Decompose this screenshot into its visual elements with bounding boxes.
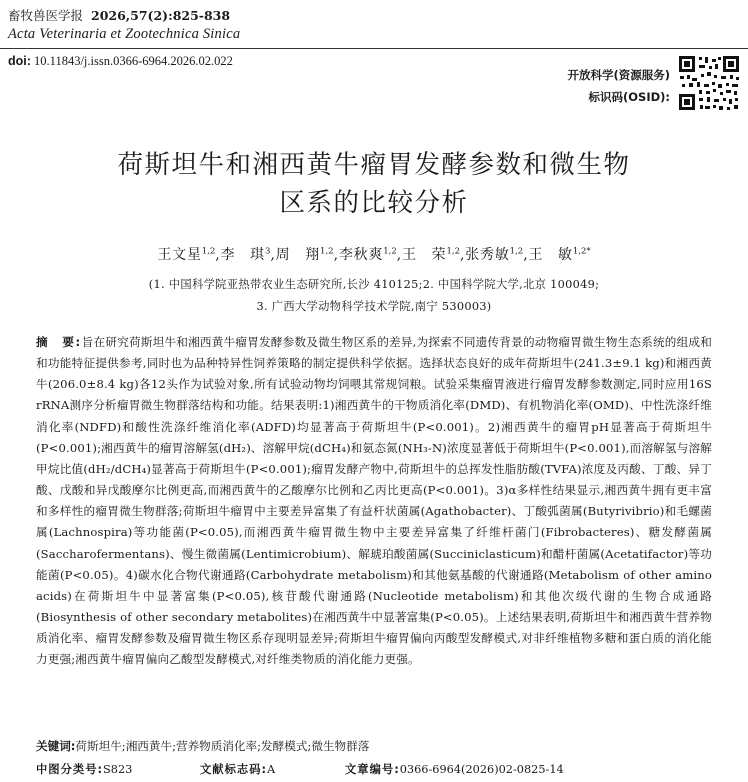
document-code-value: A [267,763,276,776]
article-title-line-1: 荷斯坦牛和湘西黄牛瘤胃发酵参数和微生物 [117,150,631,180]
journal-issue: 2026,57(2):825-838 [91,8,231,23]
keywords-label: 关键词: [36,739,76,753]
author-affiliation-mark: 1,2* [572,246,591,257]
author-affiliation-mark: 1,2 [383,246,397,257]
author-name: 王 敏 [528,247,573,263]
journal-name-en: Acta Veterinaria et Zootechnica Sinica [8,26,241,42]
author-name: 张秀敏 [465,247,510,263]
author-name: 李秋爽 [338,247,384,263]
author-name: 王文星 [157,247,202,263]
document-code [200,761,275,777]
qr-code-icon[interactable] [677,54,741,112]
abstract-text: 旨在研究荷斯坦牛和湘西黄牛瘤胃发酵参数及微生物区系的差异,为探索不同遗传背景的动物瘤胃微生物生态系统的组成和和功能特征提供参考,同时也为品种特异性饲养策略的制定提供科学依据。选择状态良好的成年荷斯坦牛(241.3±9.1 kg)和湘西黄牛(206.0±8.4 kg)各12头作为试验对象,所有试验动物均饲喂其常规饲粮。试验采集瘤胃液进行瘤胃发酵参数测定,同时应用16S rRNA测序分析瘤胃微生物群落结构和功能。结果表明:1)湘西黄牛的干物质消化率(DMD)、有机物消化率(OMD)、中性洗涤纤维消化率(NDFD)和酸性洗涤纤维消化率(ADFD)均显著高于荷斯坦牛(P<0.001)。2)湘西黄牛的瘤胃pH显著高于荷斯坦牛(P<0.001);湘西黄牛的瘤胃溶解氢(dH₂)、溶解甲烷(dCH₄)和氨态氮(NH₃-N)浓度显著低于荷斯坦牛(P<0.001),而溶解氢与溶解甲烷比值(dH₂/dCH₄)显著高于荷斯坦牛(P<0.001);瘤胃发酵产物中,荷斯坦牛的总挥发性脂肪酸(TVFA)浓度及丙酸、丁酸、异丁酸、戊酸和异戊酸摩尔比例更高,而湘西黄牛的乙酸摩尔比例和乙丙比更高(P<0.001)。3)α多样性结果显示,湘西黄牛拥有更丰富和多样性的瘤胃微生物群落;荷斯坦牛瘤胃中主要差异富集了有益杆状菌属(Agathobacter)、丁酸弧菌属(Butyrivibrio)和毛螺菌属(Lachnospira)等功能菌(P<0.05),而湘西黄牛瘤胃微生物中主要差异富集了纤维杆菌门(Fibrobacteres)、糖发酵菌属(Saccharofermentans)、慢生微菌属(Lentimicrobium)、解琥珀酸菌属(Succiniclasticum)和醋杆菌属(Acetatifactor)等功能菌(P<0.05)。4)碳水化合物代谢通路(Carbohydrate metabolism)和其他氨基酸的代谢通路(Metabolism of other amino acids)在荷斯坦牛中显著富集(P<0.05),核苷酸代谢通路(Nucleotide metabolism)和其他次级代谢的生物合成通路(Biosynthesis of other secondary metabolites)在湘西黄牛中显著富集(P<0.05)。上述结果表明,荷斯坦牛和湘西黄牛营养物质消化率、瘤胃发酵参数及瘤胃微生物区系存现明显差异;荷斯坦牛瘤胃偏向丙酸型发酵模式,对非纤维植物多糖和蛋白质的消化能力更强;湘西黄牛瘤胃偏向乙酸型发酵模式,对纤维类物质的消化能力更强。 [36,335,712,667]
article-number-value: 0366-6964(2026)02-0825-14 [399,763,564,776]
author-name: 李 琪 [220,247,265,263]
journal-header [8,6,230,24]
osid-label [567,64,670,108]
doi-line[interactable] [8,54,233,69]
clc-label: 中图分类号: [36,763,104,776]
document-code-label: 文献标志码: [200,763,268,776]
article-number-label: 文章编号: [345,763,400,776]
affiliation-line-2: 3. 广西大学动物科学技术学院,南宁 530003) [256,300,492,313]
keywords [36,738,726,754]
clc-number [36,761,132,777]
header-divider [0,48,748,49]
abstract [36,332,712,671]
author-affiliation-mark: 1,2 [201,246,216,257]
keywords-text: 荷斯坦牛;湘西黄牛;营养物质消化率;发酵模式;微生物群落 [75,739,370,753]
author-affiliation-mark: 1,2 [320,246,334,257]
author-affiliation-mark: 1,2 [509,246,524,257]
author-affiliation-mark: 1,2 [446,246,460,257]
author-list: 王文星$^{1,2}$,李 琪$^3$,周 翔$^{1,2}$,李秋爽$^{1,2}$,王 荣$^{1,2}$,张秀敏$^{1,2}$,王 敏$^{1,2*}$ [157,246,591,263]
author-name: 王 荣 [402,247,447,263]
abstract-label: 摘 要: [36,335,82,349]
osid-line-1: 开放科学(资源服务) [567,68,670,82]
author-name: 周 翔 [275,247,321,263]
article-title-line-2: 区系的比较分析 [279,188,469,218]
doi-label: doi: [8,54,31,68]
article-number [345,761,564,777]
journal-name-cn: 畜牧兽医学报 [8,8,84,23]
affiliation-line-1: (1. 中国科学院亚热带农业生态研究所,长沙 410125;2. 中国科学院大学,北京 100049; [148,278,600,291]
clc-value: S823 [103,763,133,776]
author-affiliation-mark: 3 [264,246,271,257]
doi-value[interactable]: 10.11843/j.issn.0366-6964.2026.02.022 [30,54,233,68]
osid-line-2: 标识码(OSID): [588,90,670,104]
